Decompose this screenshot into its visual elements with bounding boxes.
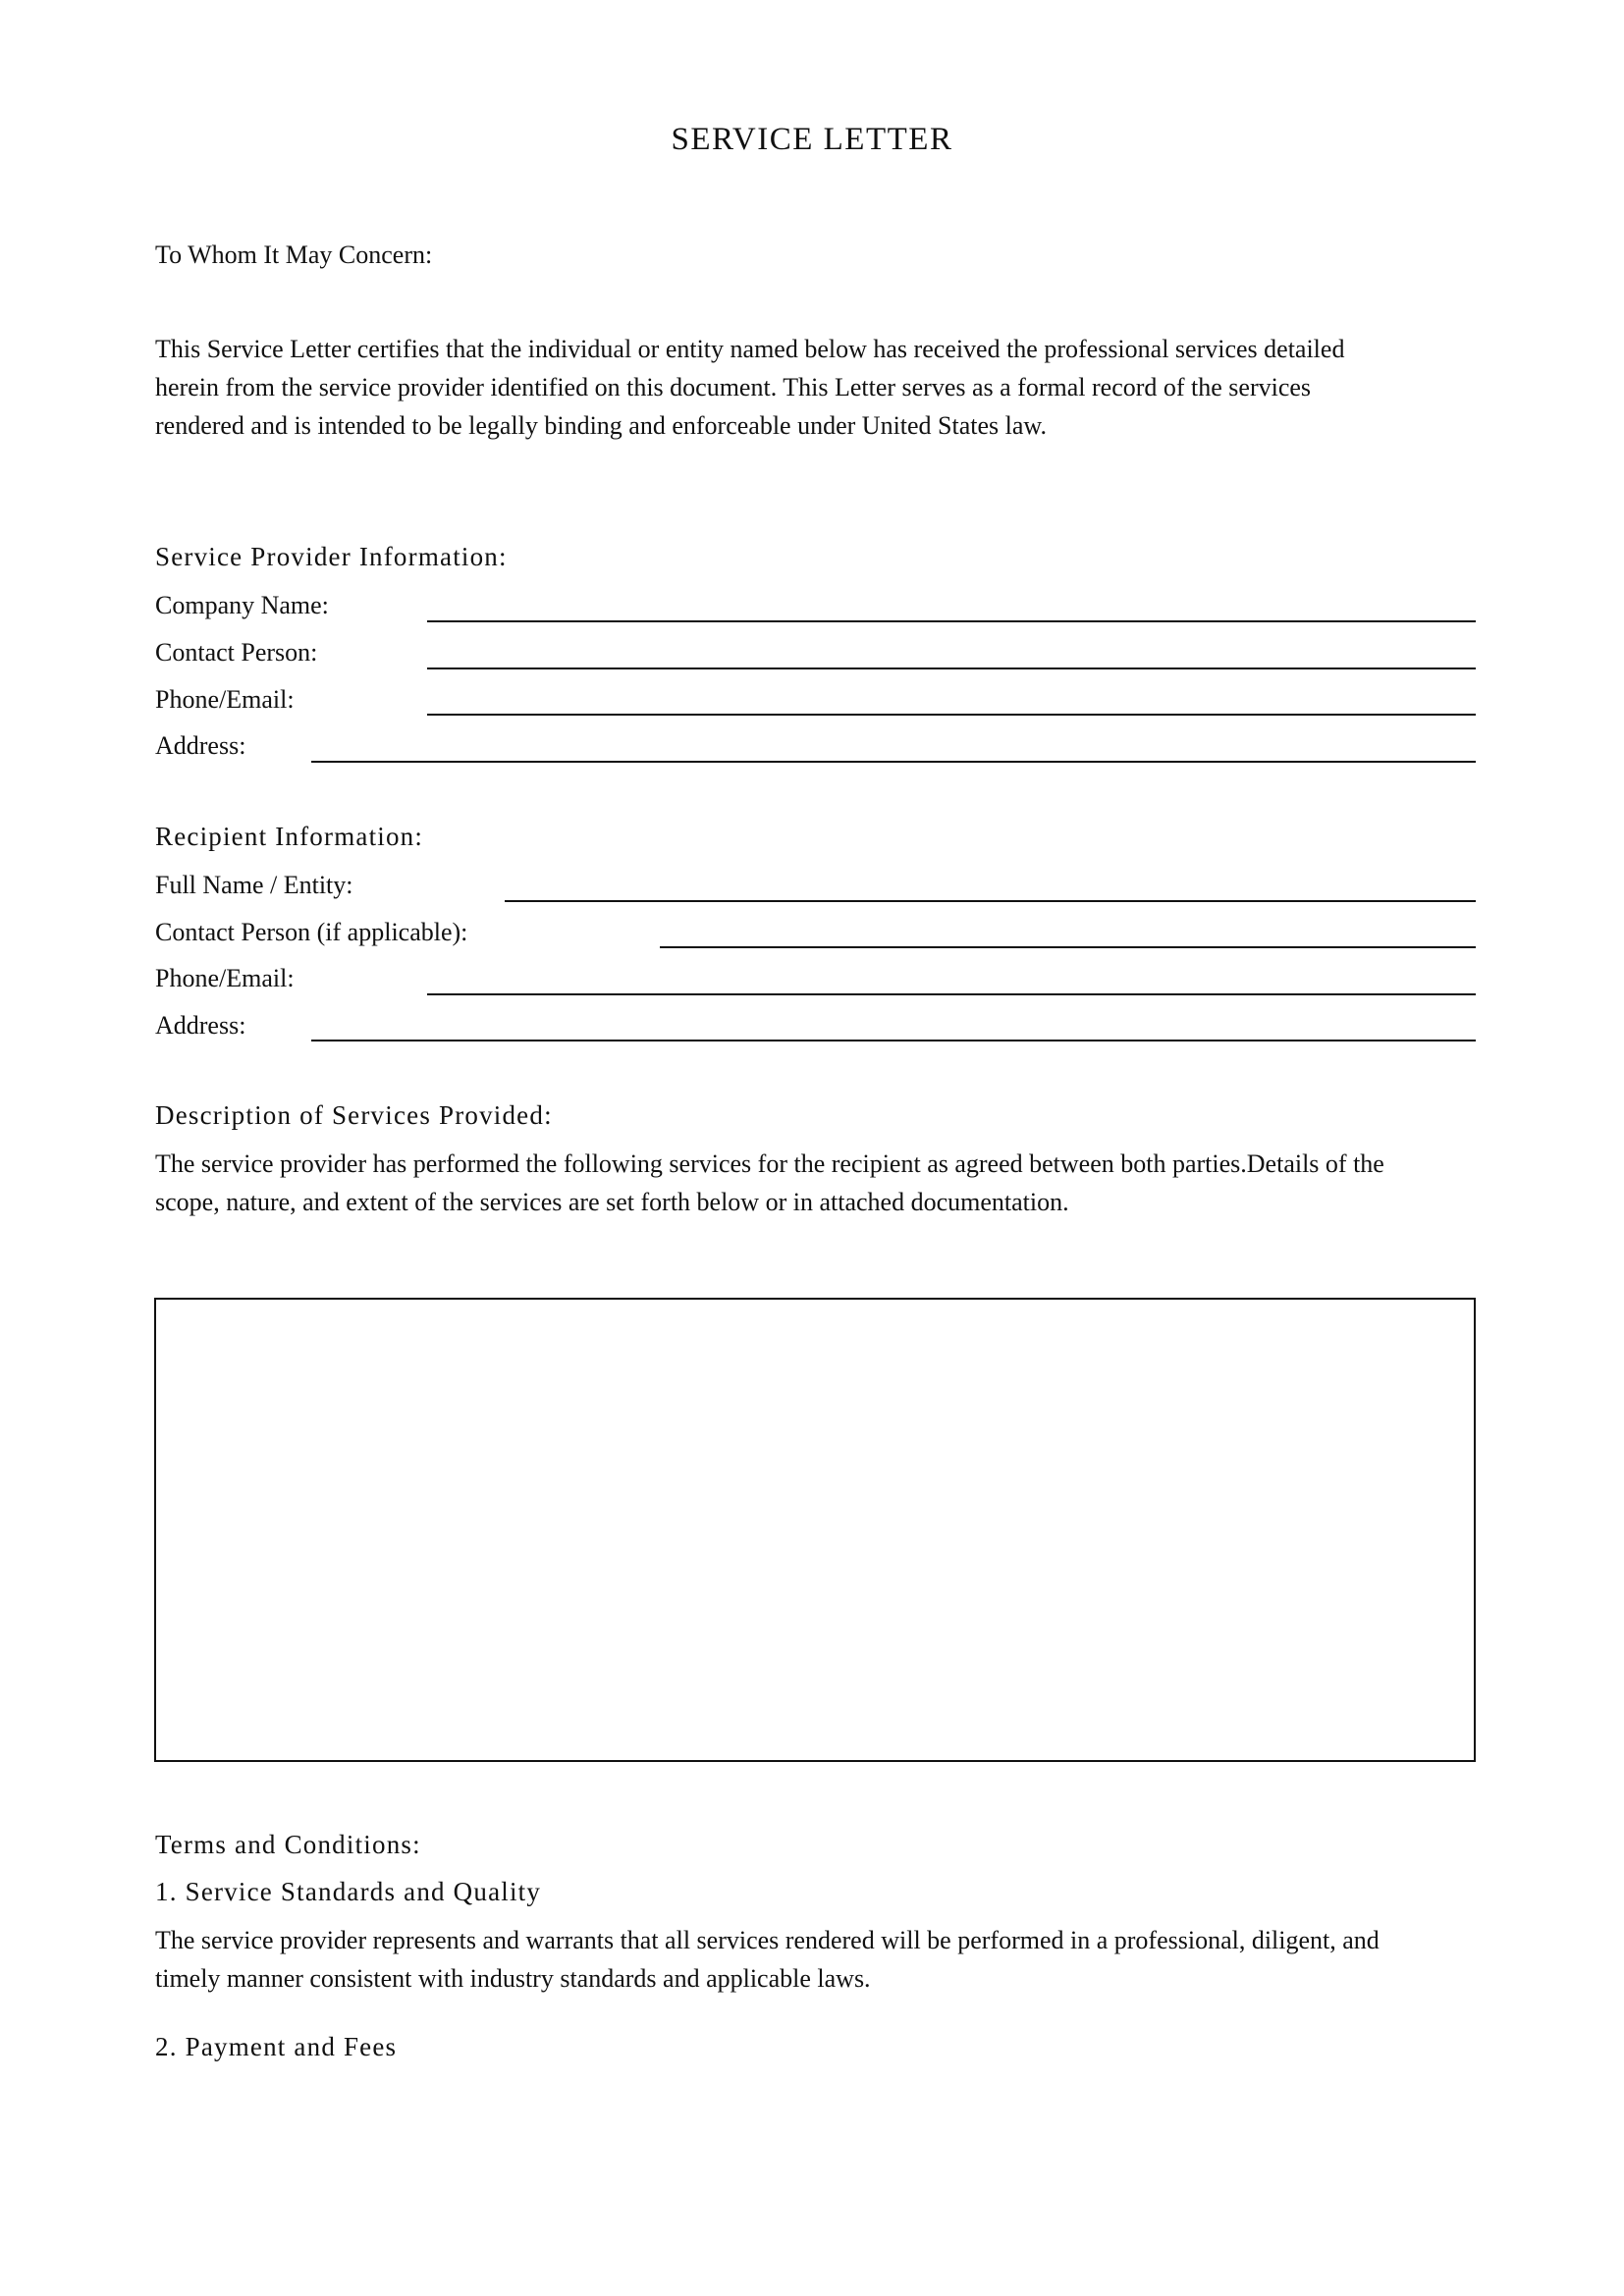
- services-section-heading: Description of Services Provided:: [155, 1100, 553, 1130]
- terms-section-heading: Terms and Conditions:: [155, 1830, 421, 1859]
- provider-phone-email-label: Phone/Email:: [155, 685, 295, 714]
- provider-address-label: Address:: [155, 731, 246, 760]
- services-paragraph-line: The service provider has performed the following services for the recipient as agreed between both parties.Details of the: [155, 1149, 1384, 1178]
- salutation: To Whom It May Concern:: [155, 240, 433, 269]
- intro-paragraph-line: herein from the service provider identified on this document. This Letter serves as a formal record of the services: [155, 373, 1312, 401]
- provider-company-name-label: Company Name:: [155, 591, 329, 619]
- provider-company-name-field[interactable]: [427, 620, 1476, 622]
- recipient-contact-person-label: Contact Person (if applicable):: [155, 918, 468, 946]
- provider-contact-person-label: Contact Person:: [155, 638, 318, 667]
- intro-paragraph-line: This Service Letter certifies that the individual or entity named below has received the professional services detailed: [155, 335, 1345, 363]
- terms-item-1-heading: 1. Service Standards and Quality: [155, 1877, 542, 1906]
- terms-item-1-line: timely manner consistent with industry standards and applicable laws.: [155, 1964, 871, 1993]
- recipient-full-name-label: Full Name / Entity:: [155, 871, 353, 899]
- recipient-phone-email-label: Phone/Email:: [155, 964, 295, 992]
- services-description-value: [156, 1300, 1474, 1323]
- provider-address-field[interactable]: [311, 761, 1476, 763]
- terms-item-1-line: The service provider represents and warrants that all services rendered will be performed in a professional, diligent, and: [155, 1926, 1380, 1954]
- services-paragraph-line: scope, nature, and extent of the services are set forth below or in attached documentation.: [155, 1188, 1069, 1216]
- recipient-contact-person-field[interactable]: [660, 946, 1476, 948]
- terms-item-2-heading: 2. Payment and Fees: [155, 2032, 398, 2061]
- provider-contact-person-field[interactable]: [427, 667, 1476, 669]
- intro-paragraph-line: rendered and is intended to be legally binding and enforceable under United States law.: [155, 411, 1048, 440]
- provider-section-heading: Service Provider Information:: [155, 542, 508, 571]
- services-description-box[interactable]: [154, 1298, 1476, 1762]
- recipient-phone-email-field[interactable]: [427, 993, 1476, 995]
- provider-phone-email-field[interactable]: [427, 714, 1476, 716]
- document-title: SERVICE LETTER: [671, 122, 953, 157]
- recipient-address-field[interactable]: [311, 1040, 1476, 1041]
- recipient-section-heading: Recipient Information:: [155, 822, 424, 851]
- recipient-address-label: Address:: [155, 1011, 246, 1040]
- recipient-full-name-field[interactable]: [505, 900, 1476, 902]
